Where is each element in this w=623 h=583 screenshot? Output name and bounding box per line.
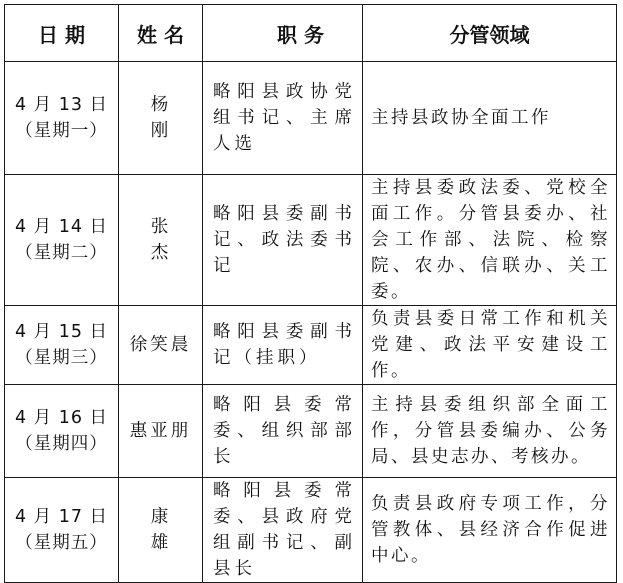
- weekday-text: （星期四）: [15, 434, 108, 454]
- position-cell: 略阳县委副书记、政法委书记: [203, 175, 363, 306]
- weekday-text: （星期三）: [15, 348, 108, 368]
- header-area: 分管领域: [363, 5, 617, 62]
- weekday-text: （星期五）: [15, 533, 108, 553]
- area-cell: 主持县政协全面工作: [363, 62, 617, 175]
- area-cell: 负责县政府专项工作，分管教体、县经济合作促进中心。: [363, 478, 617, 583]
- position-cell: 略阳县委副书记（挂职）: [203, 306, 363, 385]
- date-cell: [5, 306, 119, 385]
- date-cell: [5, 62, 119, 175]
- schedule-table: [4, 4, 617, 583]
- name-cell: 徐笑晨: [119, 306, 203, 385]
- date-text: 4 月 13 日: [14, 95, 109, 115]
- weekday-text: （星期一）: [15, 121, 108, 141]
- header-name: 姓 名: [119, 5, 203, 62]
- name-cell: 惠亚朋: [119, 385, 203, 478]
- table-row: [5, 175, 617, 306]
- date-text: 4 月 14 日: [14, 217, 109, 237]
- name-cell: 康 雄: [119, 478, 203, 583]
- date-cell: [5, 175, 119, 306]
- position-cell: 略阳县政协党组书记、主席人选: [203, 62, 363, 175]
- area-cell: 负责县委日常工作和机关党建、政法平安建设工作。: [363, 306, 617, 385]
- area-cell: 主持县委政法委、党校全面工作。分管县委办、社会工作部、法院、检察院、农办、信联办、关工委。: [363, 175, 617, 306]
- date-cell: [5, 478, 119, 583]
- header-position: 职 务: [203, 5, 363, 62]
- area-cell: 主持县委组织部全面工作，分管县委编办、公务局、县史志办、考核办。: [363, 385, 617, 478]
- weekday-text: （星期二）: [15, 243, 108, 263]
- name-cell: 杨 刚: [119, 62, 203, 175]
- date-text: 4 月 15 日: [14, 322, 109, 342]
- table-row: [5, 62, 617, 175]
- header-date: 日 期: [5, 5, 119, 62]
- header-row: [5, 5, 617, 62]
- date-text: 4 月 17 日: [14, 507, 109, 527]
- position-cell: 略阳县委常委、县政府党组副书记、副县长: [203, 478, 363, 583]
- date-text: 4 月 16 日: [14, 408, 109, 428]
- name-cell: 张 杰: [119, 175, 203, 306]
- table-row: [5, 478, 617, 583]
- table-row: [5, 385, 617, 478]
- position-cell: 略阳县委常委、组织部部长: [203, 385, 363, 478]
- date-cell: [5, 385, 119, 478]
- table-row: [5, 306, 617, 385]
